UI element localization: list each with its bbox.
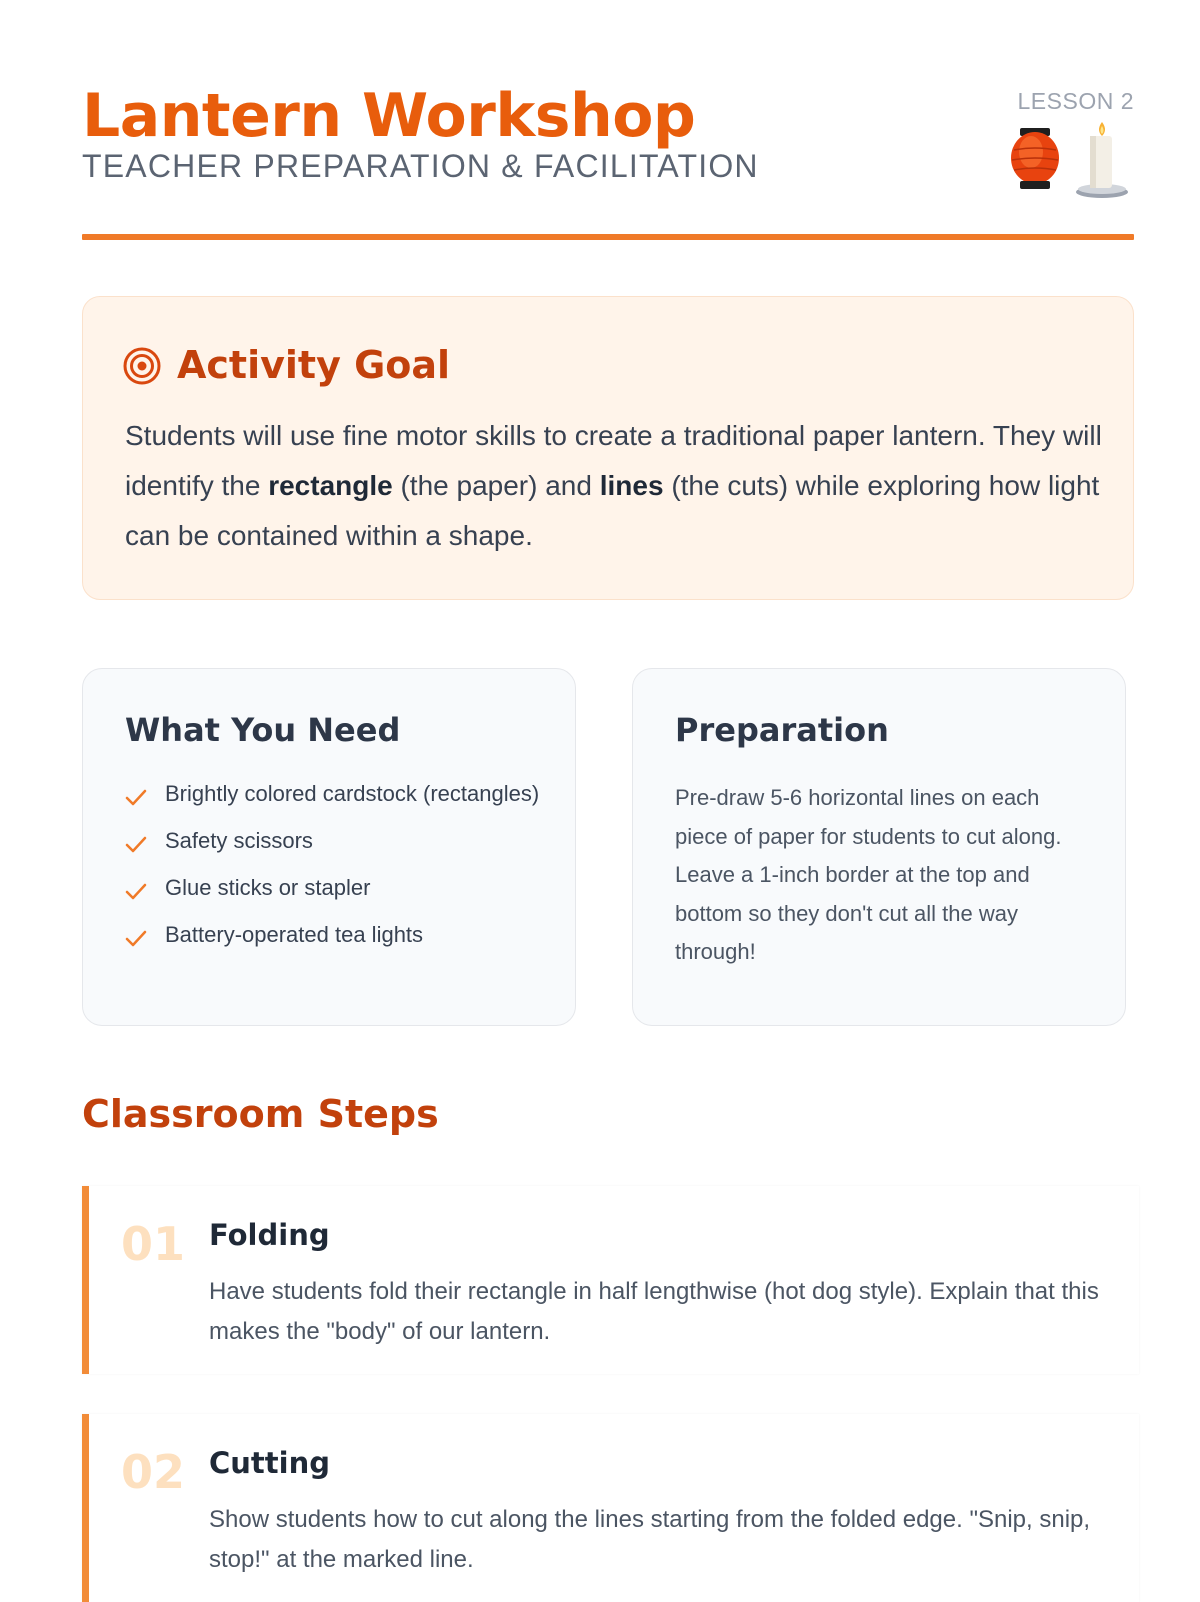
goal-text-part: (the cuts) while exploring how light can be contained within a shape. bbox=[125, 470, 1100, 551]
step-title: Folding bbox=[209, 1218, 330, 1252]
what-you-need-card bbox=[82, 668, 576, 1026]
check-icon bbox=[125, 784, 147, 818]
activity-goal-text bbox=[125, 411, 1105, 561]
check-icon bbox=[125, 925, 147, 959]
page-header bbox=[82, 80, 1134, 240]
header-divider bbox=[82, 234, 1134, 240]
check-icon bbox=[125, 831, 147, 865]
lesson-label: LESSON 2 bbox=[1017, 88, 1134, 114]
candle-icon bbox=[1076, 122, 1128, 198]
page-title: Lantern Workshop bbox=[82, 81, 696, 151]
step-text: Have students fold their rectangle in half lengthwise (hot dog style). Explain that this makes the "body" of our lantern. bbox=[209, 1278, 1099, 1345]
supply-item-label: Battery-operated tea lights bbox=[165, 922, 424, 947]
red-lantern-icon bbox=[1011, 128, 1059, 189]
step-card bbox=[82, 1414, 1139, 1602]
supply-item bbox=[125, 777, 545, 811]
goal-text-part: Students will use fine motor skills to create a traditional paper lantern. They will identify the bbox=[125, 420, 1102, 501]
header-icons bbox=[994, 120, 1134, 200]
goal-keyword-lines: lines bbox=[599, 470, 664, 501]
activity-goal-card bbox=[82, 296, 1134, 600]
step-card bbox=[82, 1186, 1139, 1374]
supplies-list bbox=[125, 777, 545, 965]
supply-item-label: Brightly colored cardstock (rectangles) bbox=[165, 781, 540, 806]
supply-item bbox=[125, 824, 545, 858]
goal-keyword-rectangle: rectangle bbox=[268, 470, 393, 501]
supply-item-label: Safety scissors bbox=[165, 828, 313, 853]
activity-goal-title: Activity Goal bbox=[177, 343, 451, 387]
classroom-steps-title: Classroom Steps bbox=[82, 1092, 439, 1136]
supply-item bbox=[125, 871, 545, 905]
supply-item-label: Glue sticks or stapler bbox=[165, 875, 371, 900]
target-icon bbox=[123, 347, 161, 389]
page-subtitle: TEACHER PREPARATION & FACILITATION bbox=[82, 148, 759, 184]
step-number: 02 bbox=[121, 1445, 186, 1499]
what-you-need-title: What You Need bbox=[125, 711, 401, 749]
goal-text-part: (the paper) and bbox=[392, 470, 600, 501]
step-number: 01 bbox=[121, 1217, 186, 1271]
preparation-title: Preparation bbox=[675, 711, 889, 749]
check-icon bbox=[125, 878, 147, 912]
supply-item bbox=[125, 918, 545, 952]
step-title: Cutting bbox=[209, 1446, 330, 1480]
preparation-text: Pre-draw 5-6 horizontal lines on each piece of paper for students to cut along. Leave a 1-inch border at the top and bottom so they don't cut all the way through! bbox=[675, 785, 1062, 964]
step-text: Show students how to cut along the lines starting from the folded edge. "Snip, snip, stop!" at the marked line. bbox=[209, 1506, 1091, 1573]
preparation-card bbox=[632, 668, 1126, 1026]
